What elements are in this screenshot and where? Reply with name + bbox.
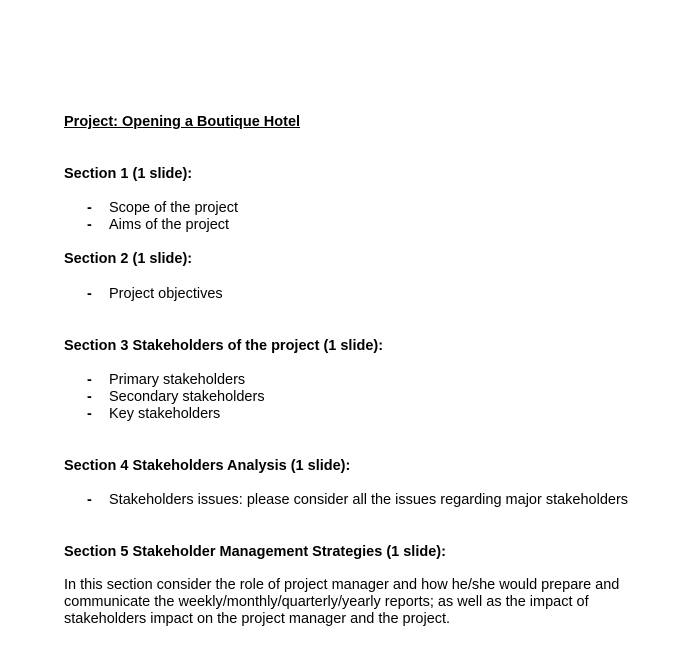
- section-3-bullet-3: Key stakeholders: [109, 406, 221, 422]
- bullet-marker: -: [87, 200, 92, 216]
- bullet-marker: -: [87, 389, 92, 405]
- section-2-heading: Section 2 (1 slide):: [64, 251, 193, 267]
- section-3-bullet-2: Secondary stakeholders: [109, 389, 265, 405]
- section-5-heading: Section 5 Stakeholder Management Strategies (1 slide):: [64, 544, 446, 560]
- bullet-marker: -: [87, 286, 92, 302]
- section-2-bullet-1: Project objectives: [109, 286, 223, 302]
- section-4-heading: Section 4 Stakeholders Analysis (1 slide):: [64, 458, 351, 474]
- section-4-bullet-1: Stakeholders issues: please consider all the issues regarding major stakeholders: [109, 492, 629, 508]
- bullet-marker: -: [87, 492, 92, 508]
- section-3-bullet-1: Primary stakeholders: [109, 372, 246, 388]
- section-1-heading: Section 1 (1 slide):: [64, 166, 193, 182]
- section-1-bullet-2: Aims of the project: [109, 217, 230, 233]
- bullet-marker: -: [87, 372, 92, 388]
- bullet-marker: -: [87, 406, 92, 422]
- section-1-bullet-1: Scope of the project: [109, 200, 238, 216]
- bullet-marker: -: [87, 217, 92, 233]
- document-title: Project: Opening a Boutique Hotel: [64, 114, 301, 130]
- section-5-paragraph: In this section consider the role of project manager and how he/she would prepare and communicate the weekly/monthly/quarterly/yearly reports; as well as the impact of stakeholders impact on the project manager and the project.: [64, 577, 620, 627]
- section-3-heading: Section 3 Stakeholders of the project (1 slide):: [64, 338, 384, 354]
